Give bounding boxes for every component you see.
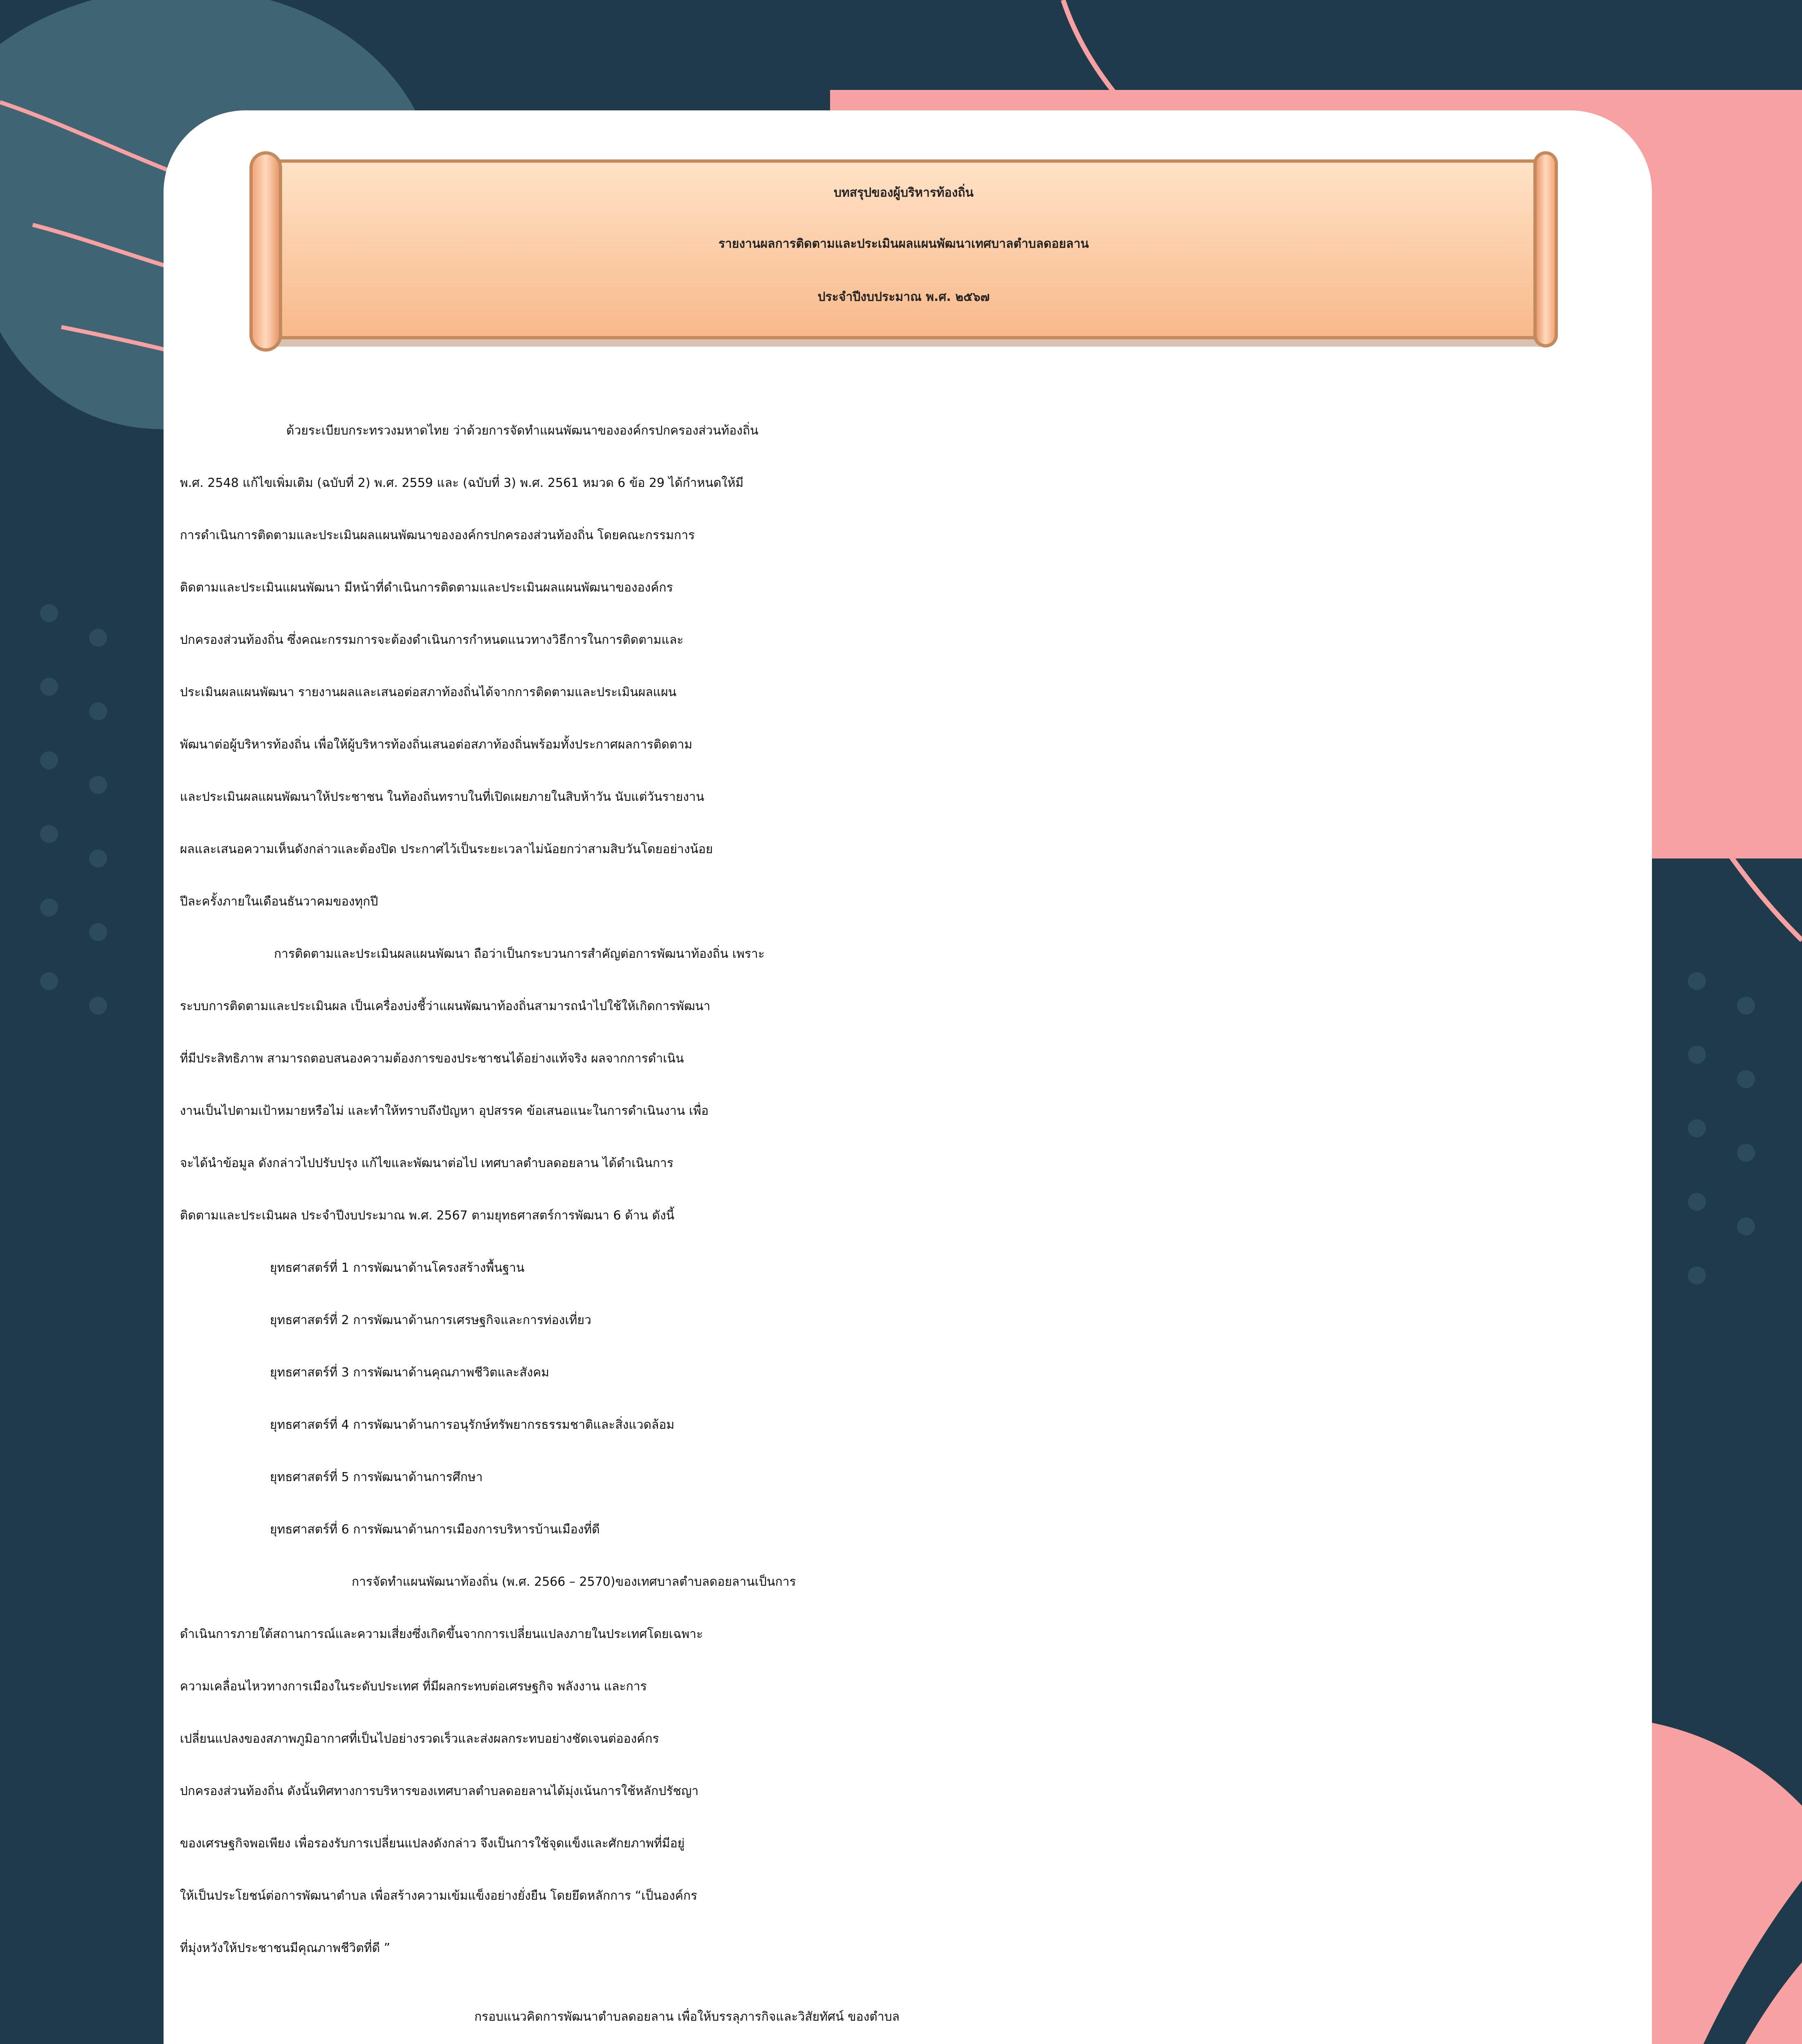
text-line: และประเมินผลแผนพัฒนาให้ประชาชน ในท้องถิ่นทราบในที่เปิดเผยภายในสิบห้าวัน นับแต่วันรายงาน <box>180 790 705 804</box>
text-line: ด้วยระเบียบกระทรวงมหาดไทย ว่าด้วยการจัดทำแผนพัฒนาขององค์กรปกครองส่วนท้องถิ่น <box>286 424 759 438</box>
text-line: ติดตามและประเมินผล ประจำปีงบประมาณ พ.ศ. 2567 ตามยุทธศาสตร์การพัฒนา 6 ด้าน ดังนี้ <box>180 1208 675 1223</box>
text-line: ประเมินผลแผนพัฒนา รายงานผลและเสนอต่อสภาท้องถิ่นได้จากการติดตามและประเมินผลแผน <box>180 685 677 699</box>
text-line: ปีละครั้งภายในเดือนธันวาคมของทุกปี <box>180 894 378 909</box>
paragraph-2 <box>180 928 1636 1242</box>
scroll-roll-left <box>249 151 282 352</box>
text-line: พัฒนาต่อผู้บริหารท้องถิ่น เพื่อให้ผู้บริหารท้องถิ่นเสนอต่อสภาท้องถิ่นพร้อมทั้งประกาศผลการติดตาม <box>180 737 693 752</box>
text-line: ปกครองส่วนท้องถิ่น ดังนั้นทิศทางการบริหารของเทศบาลตำบลดอยลานได้มุ่งเน้นการใช้หลักปรัชญา <box>180 1784 699 1798</box>
strategy-list <box>180 1242 1636 1556</box>
text-line: กรอบแนวคิดการพัฒนาตำบลดอยลาน เพื่อให้บรรลุภารกิจและวิสัยทัศน์ ของตำบล <box>474 2010 900 2024</box>
text-line: ของเศรษฐกิจพอเพียง เพื่อรองรับการเปลี่ยนแปลงดังกล่าว จึงเป็นการใช้จุดแข็งและศักยภาพที่มีอยู่ <box>180 1836 685 1851</box>
text-line: ให้เป็นประโยชน์ต่อการพัฒนาตำบล เพื่อสร้างความเข้มแข็งอย่างยั่งยืน โดยยึดหลักการ “เป็นองค์กร <box>180 1889 698 1903</box>
title-line-3: ประจำปีงบประมาณ พ.ศ. ๒๕๖๗ <box>817 290 990 304</box>
text-line: ดำเนินการภายใต้สถานการณ์และความเสี่ยงซึ่งเกิดขึ้นจากการเปลี่ยนแปลงภายในประเทศโดยเฉพาะ <box>180 1627 703 1641</box>
scroll-body <box>266 159 1542 339</box>
text-line: ที่มีประสิทธิภาพ สามารถตอบสนองความต้องการของประชาชนได้อย่างแท้จริง ผลจากการดำเนิน <box>180 1051 684 1066</box>
strategy-item: ยุทธศาสตร์ที่ 5 การพัฒนาด้านการศึกษา <box>270 1470 483 1484</box>
text-line: เปลี่ยนแปลงของสภาพภูมิอากาศที่เป็นไปอย่างรวดเร็วและส่งผลกระทบอย่างชัดเจนต่อองค์กร <box>180 1732 659 1746</box>
paragraph-3 <box>180 1556 1636 1975</box>
text-line: พ.ศ. 2548 แก้ไขเพิ่มเติม (ฉบับที่ 2) พ.ศ. 2559 และ (ฉบับที่ 3) พ.ศ. 2561 หมวด 6 ข้อ 29 ได้กำหนดให้มี <box>180 476 744 490</box>
text-line: การดำเนินการติดตามและประเมินผลแผนพัฒนาขององค์กรปกครองส่วนท้องถิ่น โดยคณะกรรมการ <box>180 528 695 542</box>
strategy-item: ยุทธศาสตร์ที่ 1 การพัฒนาด้านโครงสร้างพื้นฐาน <box>270 1261 525 1275</box>
title-line-2: รายงานผลการติดตามและประเมินผลแผนพัฒนาเทศบาลตำบลดอยลาน <box>718 237 1089 251</box>
text-line: งานเป็นไปตามเป้าหมายหรือไม่ และทำให้ทราบถึงปัญหา อุปสรรค ข้อเสนอแนะในการดำเนินงาน เพื่อ <box>180 1104 709 1118</box>
title-scroll-banner <box>249 151 1558 356</box>
strategy-item: ยุทธศาสตร์ที่ 4 การพัฒนาด้านการอนุรักษ์ทรัพยากรธรรมชาติและสิ่งแวดล้อม <box>270 1418 675 1432</box>
text-line: การจัดทำแผนพัฒนาท้องถิ่น (พ.ศ. 2566 – 2570)ของเทศบาลตำบลดอยลานเป็นการ <box>352 1575 796 1589</box>
text-line: ระบบการติดตามและประเมินผล เป็นเครื่องบ่งชี้ว่าแผนพัฒนาท้องถิ่นสามารถนำไปใช้ให้เกิดการพัฒนา <box>180 999 711 1013</box>
text-line: การติดตามและประเมินผลแผนพัฒนา ถือว่าเป็นกระบวนการสำคัญต่อการพัฒนาท้องถิ่น เพราะ <box>274 947 765 961</box>
scroll-roll-right <box>1533 151 1558 347</box>
text-line: ความเคลื่อนไหวทางการเมืองในระดับประเทศ ที่มีผลกระทบต่อเศรษฐกิจ พลังงาน และการ <box>180 1679 647 1694</box>
paragraph-4 <box>180 1991 1636 2044</box>
strategy-item: ยุทธศาสตร์ที่ 2 การพัฒนาด้านการเศรษฐกิจและการท่องเที่ยว <box>270 1313 592 1327</box>
document-body <box>180 405 1636 2044</box>
title-line-1: บทสรุปของผู้บริหารท้องถิ่น <box>833 186 974 200</box>
text-line: ติดตามและประเมินแผนพัฒนา มีหน้าที่ดำเนินการติดตามและประเมินผลแผนพัฒนาขององค์กร <box>180 580 673 595</box>
text-line: ที่มุ่งหวังให้ประชาชนมีคุณภาพชีวิตที่ดี ” <box>180 1941 390 1955</box>
text-line: ผลและเสนอความเห็นดังกล่าวและต้องปิด ประกาศไว้เป็นระยะเวลาไม่น้อยกว่าสามสิบวันโดยอย่างน้อย <box>180 842 713 856</box>
paragraph-1 <box>180 405 1636 928</box>
strategy-item: ยุทธศาสตร์ที่ 3 การพัฒนาด้านคุณภาพชีวิตและสังคม <box>270 1365 550 1380</box>
text-line: จะได้นำข้อมูล ดังกล่าวไปปรับปรุง แก้ไขและพัฒนาต่อไป เทศบาลตำบลดอยลาน ได้ดำเนินการ <box>180 1156 673 1170</box>
strategy-item: ยุทธศาสตร์ที่ 6 การพัฒนาด้านการเมืองการบริหารบ้านเมืองที่ดี <box>270 1522 600 1537</box>
text-line: ปกครองส่วนท้องถิ่น ซึ่งคณะกรรมการจะต้องดำเนินการกำหนดแนวทางวิธีการในการติดตามและ <box>180 633 684 647</box>
